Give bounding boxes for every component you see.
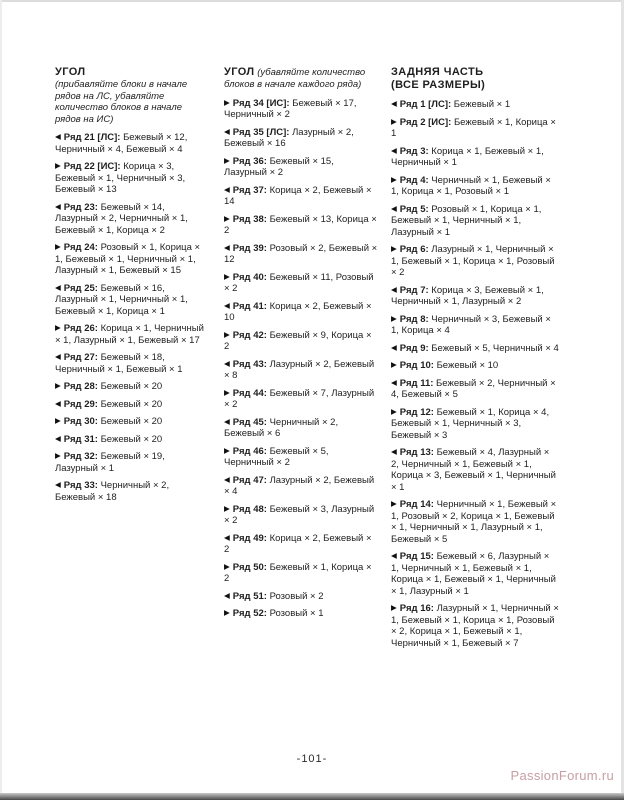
pattern-row bbox=[55, 450, 208, 474]
row-colors: Бежевый × 20 bbox=[97, 381, 163, 392]
row-colors: Корица × 2, Бежевый × 14 bbox=[224, 184, 372, 207]
pattern-row bbox=[391, 359, 559, 372]
row-label: Ряд 30: bbox=[63, 416, 98, 427]
pattern-row bbox=[55, 398, 208, 411]
row-colors: Розовый × 1 bbox=[266, 608, 324, 619]
pattern-row bbox=[391, 406, 559, 442]
triangle-right-icon: ▶ bbox=[391, 499, 397, 508]
triangle-left-icon: ◀ bbox=[224, 416, 230, 426]
triangle-right-icon: ▶ bbox=[55, 323, 61, 332]
row-colors: Бежевый × 10 bbox=[433, 360, 499, 371]
pattern-row bbox=[224, 561, 378, 585]
row-colors: Бежевый × 20 bbox=[97, 416, 163, 427]
triangle-left-icon: ◀ bbox=[391, 284, 397, 294]
row-label: Ряд 39: bbox=[232, 242, 267, 254]
row-label: Ряд 47: bbox=[232, 474, 267, 486]
row-label: Ряд 35 [ЛС]: bbox=[232, 126, 290, 138]
pattern-row bbox=[391, 377, 559, 401]
triangle-left-icon: ◀ bbox=[224, 474, 230, 484]
section-heading: УГОЛ bbox=[224, 66, 255, 78]
row-colors: Черничный × 2, Бежевый × 18 bbox=[55, 480, 170, 503]
row-colors: Бежевый × 20 bbox=[97, 398, 163, 410]
row-colors: Бежевый × 1, Корица × 2 bbox=[224, 561, 372, 584]
row-label: Ряд 25: bbox=[63, 282, 98, 294]
triangle-left-icon: ◀ bbox=[224, 590, 230, 600]
row-colors: Бежевый × 18, Черничный × 1, Бежевый × 1 bbox=[55, 352, 183, 375]
row-colors: Корица × 3, Бежевый × 1, Черничный × 3, Бежевый × 13 bbox=[55, 161, 186, 195]
column-corner-decrease-all bbox=[224, 66, 378, 620]
triangle-right-icon: ▶ bbox=[391, 244, 397, 253]
row-label: Ряд 33: bbox=[63, 480, 98, 491]
pattern-row bbox=[55, 322, 208, 346]
row-label: Ряд 32: bbox=[63, 451, 98, 462]
row-colors: Бежевый × 16, Лазурный × 1, Черничный × 1, Бежевый × 1, Корица × 1 bbox=[55, 282, 188, 317]
pattern-row bbox=[55, 282, 208, 318]
row-label: Ряд 11: bbox=[399, 377, 434, 389]
row-label: Ряд 26: bbox=[63, 323, 98, 334]
pattern-row bbox=[224, 97, 378, 121]
watermark: PassionForum.ru bbox=[510, 768, 614, 783]
pattern-row bbox=[55, 201, 208, 237]
triangle-left-icon: ◀ bbox=[391, 377, 397, 387]
row-label: Ряд 52: bbox=[232, 608, 267, 619]
row-colors: Лазурный × 1, Черничный × 1, Бежевый × 1, Корица × 1, Розовый × 2 bbox=[391, 244, 555, 278]
row-colors: Розовый × 1, Корица × 1, Бежевый × 1, Черничный × 1, Лазурный × 1 bbox=[391, 203, 542, 238]
row-colors: Розовый × 1, Корица × 1, Бежевый × 1, Черничный × 1, Лазурный × 1, Бежевый × 15 bbox=[55, 242, 201, 276]
row-label: Ряд 23: bbox=[63, 201, 98, 213]
pattern-row bbox=[224, 532, 378, 556]
row-list bbox=[55, 131, 208, 503]
pattern-row bbox=[391, 203, 559, 239]
triangle-left-icon: ◀ bbox=[391, 203, 397, 213]
pattern-row bbox=[55, 131, 208, 155]
triangle-right-icon: ▶ bbox=[391, 116, 397, 126]
row-label: Ряд 44: bbox=[232, 387, 267, 399]
row-label: Ряд 50: bbox=[232, 561, 267, 573]
pattern-row bbox=[391, 174, 559, 198]
row-colors: Бежевый × 12, Черничный × 4, Бежевый × 4 bbox=[55, 132, 188, 155]
triangle-left-icon: ◀ bbox=[55, 132, 61, 141]
triangle-left-icon: ◀ bbox=[55, 352, 61, 361]
scan-edge-left bbox=[0, 0, 2, 800]
row-list bbox=[391, 98, 559, 649]
row-label: Ряд 4: bbox=[399, 174, 429, 186]
pattern-row bbox=[55, 415, 208, 428]
pattern-row bbox=[391, 446, 559, 493]
row-label: Ряд 6: bbox=[399, 244, 429, 255]
triangle-right-icon: ▶ bbox=[224, 561, 230, 571]
triangle-left-icon: ◀ bbox=[391, 145, 397, 155]
row-colors: Бежевый × 4, Лазурный × 2, Черничный × 1, Бежевый × 1, Корица × 3, Бежевый × 1, Черничный × 1 bbox=[391, 447, 556, 493]
row-colors: Бежевый × 6, Лазурный × 1, Черничный × 1, Бежевый × 1, Корица × 1, Бежевый × 1, Черничный × 1, Лазурный × 1 bbox=[391, 551, 556, 597]
triangle-left-icon: ◀ bbox=[391, 551, 397, 560]
triangle-right-icon: ▶ bbox=[224, 155, 230, 165]
triangle-right-icon: ▶ bbox=[224, 608, 230, 617]
row-label: Ряд 34 [ИС]: bbox=[232, 97, 290, 109]
triangle-left-icon: ◀ bbox=[224, 532, 230, 542]
pattern-row bbox=[224, 358, 378, 382]
pattern-row bbox=[224, 445, 378, 469]
pattern-row bbox=[224, 329, 378, 353]
row-colors: Бежевый × 1, Корица × 1 bbox=[391, 116, 556, 139]
triangle-right-icon: ▶ bbox=[391, 603, 397, 612]
pattern-row bbox=[224, 503, 378, 527]
row-colors: Бежевый × 17, Черничный × 2 bbox=[224, 97, 357, 120]
row-colors: Корица × 1, Бежевый × 1, Черничный × 1 bbox=[391, 145, 544, 168]
triangle-left-icon: ◀ bbox=[224, 242, 230, 252]
row-label: Ряд 45: bbox=[232, 416, 267, 428]
triangle-left-icon: ◀ bbox=[55, 201, 61, 211]
row-label: Ряд 46: bbox=[232, 445, 267, 457]
row-label: Ряд 10: bbox=[399, 360, 434, 371]
section-header bbox=[224, 66, 378, 91]
row-label: Ряд 15: bbox=[399, 551, 434, 562]
row-label: Ряд 48: bbox=[232, 503, 267, 515]
column-back-part bbox=[391, 66, 559, 649]
pattern-row bbox=[391, 313, 559, 337]
row-colors: Бежевый × 9, Корица × 2 bbox=[224, 329, 372, 352]
row-label: Ряд 43: bbox=[232, 358, 267, 370]
pattern-row bbox=[224, 474, 378, 498]
row-colors: Бежевый × 13, Корица × 2 bbox=[224, 213, 377, 236]
triangle-right-icon: ▶ bbox=[224, 445, 230, 455]
pattern-row bbox=[391, 243, 559, 279]
triangle-right-icon: ▶ bbox=[224, 271, 230, 281]
triangle-left-icon: ◀ bbox=[224, 358, 230, 368]
pattern-row bbox=[391, 550, 559, 597]
row-colors: Черничный × 3, Бежевый × 1, Корица × 4 bbox=[391, 313, 551, 336]
row-colors: Бежевый × 14, Лазурный × 2, Черничный × 1, Бежевый × 1, Корица × 2 bbox=[55, 201, 188, 236]
pattern-row bbox=[391, 602, 559, 649]
triangle-left-icon: ◀ bbox=[224, 184, 230, 194]
row-label: Ряд 16: bbox=[399, 603, 434, 614]
row-list bbox=[224, 97, 378, 620]
row-label: Ряд 37: bbox=[232, 184, 267, 196]
pattern-row bbox=[224, 213, 378, 237]
row-colors: Черничный × 1, Бежевый × 1, Розовый × 2, Корица × 1, Бежевый × 1, Черничный × 1, Лазурный × 1, Бежевый × 5 bbox=[391, 499, 557, 545]
row-colors: Корица × 1, Черничный × 1, Лазурный × 1, Бежевый × 17 bbox=[55, 323, 204, 346]
pattern-row bbox=[224, 271, 378, 295]
row-colors: Лазурный × 2, Бежевый × 4 bbox=[224, 474, 375, 497]
triangle-left-icon: ◀ bbox=[224, 126, 230, 136]
row-colors: Бежевый × 11, Розовый × 2 bbox=[224, 271, 374, 294]
scan-edge-top bbox=[0, 0, 624, 2]
triangle-left-icon: ◀ bbox=[55, 433, 61, 443]
pattern-row bbox=[224, 126, 378, 150]
scan-edge-bottom bbox=[0, 793, 624, 800]
row-colors: Корица × 2, Бежевый × 10 bbox=[224, 300, 372, 323]
row-label: Ряд 3: bbox=[399, 145, 429, 157]
pattern-row bbox=[224, 416, 378, 440]
pattern-row bbox=[391, 284, 559, 308]
row-label: Ряд 51: bbox=[232, 590, 267, 602]
triangle-right-icon: ▶ bbox=[55, 451, 61, 460]
row-label: Ряд 12: bbox=[399, 406, 434, 418]
row-label: Ряд 38: bbox=[232, 213, 267, 225]
page-number: -101- bbox=[296, 753, 328, 765]
row-label: Ряд 27: bbox=[63, 352, 98, 363]
row-colors: Бежевый × 19, Лазурный × 1 bbox=[55, 451, 165, 474]
pattern-row bbox=[224, 242, 378, 266]
row-label: Ряд 36: bbox=[232, 155, 267, 167]
row-colors: Черничный × 1, Бежевый × 1, Корица × 1, Розовый × 1 bbox=[391, 174, 551, 197]
row-label: Ряд 7: bbox=[399, 284, 429, 296]
row-label: Ряд 21 [ЛС]: bbox=[63, 132, 121, 143]
row-colors: Бежевый × 5, Черничный × 4 bbox=[428, 342, 559, 354]
section-subheading: (ВСЕ РАЗМЕРЫ) bbox=[391, 79, 486, 91]
pattern-row bbox=[224, 155, 378, 179]
pattern-row bbox=[224, 387, 378, 411]
row-colors: Бежевый × 2, Черничный × 4, Бежевый × 5 bbox=[391, 377, 556, 400]
pattern-row bbox=[391, 116, 559, 140]
row-colors: Бежевый × 15, Лазурный × 2 bbox=[224, 155, 334, 178]
row-colors: Лазурный × 1, Черничный × 1, Бежевый × 1, Корица × 1, Розовый × 2, Корица × 1, Бежевый × 1, Черничный × 1, Бежевый × 7 bbox=[391, 603, 559, 649]
row-label: Ряд 40: bbox=[232, 271, 267, 283]
row-label: Ряд 24: bbox=[63, 242, 98, 253]
pattern-row bbox=[55, 160, 208, 196]
row-label: Ряд 1 [ЛС]: bbox=[399, 99, 452, 110]
triangle-right-icon: ▶ bbox=[391, 174, 397, 184]
row-label: Ряд 14: bbox=[399, 499, 434, 510]
triangle-right-icon: ▶ bbox=[391, 313, 397, 323]
triangle-left-icon: ◀ bbox=[391, 342, 397, 352]
pattern-row bbox=[224, 300, 378, 324]
triangle-right-icon: ▶ bbox=[224, 213, 230, 223]
column-corner-decrease-ls bbox=[55, 66, 208, 503]
row-colors: Бежевый × 5, Черничный × 2 bbox=[224, 445, 329, 468]
triangle-right-icon: ▶ bbox=[55, 381, 61, 390]
pattern-row bbox=[391, 342, 559, 355]
row-label: Ряд 41: bbox=[232, 300, 267, 312]
section-note: (прибавляйте блоки в начале рядов на ЛС, убавляйте количество блоков в начале рядов на ИС) bbox=[55, 79, 188, 125]
triangle-right-icon: ▶ bbox=[224, 97, 230, 107]
row-label: Ряд 28: bbox=[63, 381, 98, 392]
row-colors: Черничный × 2, Бежевый × 6 bbox=[224, 416, 339, 439]
row-label: Ряд 2 [ИС]: bbox=[399, 116, 452, 128]
row-colors: Бежевый × 1 bbox=[451, 99, 511, 110]
pattern-row bbox=[224, 184, 378, 208]
triangle-left-icon: ◀ bbox=[391, 99, 397, 108]
row-colors: Розовый × 2 bbox=[266, 590, 324, 602]
pattern-row bbox=[391, 145, 559, 169]
row-label: Ряд 5: bbox=[399, 203, 429, 215]
row-label: Ряд 13: bbox=[399, 447, 434, 458]
triangle-right-icon: ▶ bbox=[224, 387, 230, 397]
row-label: Ряд 31: bbox=[63, 433, 98, 445]
triangle-right-icon: ▶ bbox=[55, 416, 61, 425]
section-heading: УГОЛ bbox=[55, 66, 86, 78]
row-colors: Бежевый × 3, Лазурный × 2 bbox=[224, 503, 375, 526]
row-label: Ряд 9: bbox=[399, 342, 429, 354]
triangle-right-icon: ▶ bbox=[224, 329, 230, 339]
section-heading: ЗАДНЯЯ ЧАСТЬ bbox=[391, 66, 484, 78]
triangle-left-icon: ◀ bbox=[55, 398, 61, 408]
section-note: (убавляйте количество блоков в начале каждого ряда) bbox=[224, 67, 366, 90]
triangle-left-icon: ◀ bbox=[55, 480, 61, 489]
row-colors: Лазурный × 2, Бежевый × 8 bbox=[224, 358, 375, 381]
row-colors: Бежевый × 7, Лазурный × 2 bbox=[224, 387, 375, 410]
pattern-row bbox=[55, 433, 208, 446]
row-colors: Розовый × 2, Бежевый × 12 bbox=[224, 242, 378, 265]
triangle-left-icon: ◀ bbox=[55, 282, 61, 292]
row-colors: Корица × 2, Бежевый × 2 bbox=[224, 532, 372, 555]
triangle-left-icon: ◀ bbox=[391, 447, 397, 456]
triangle-right-icon: ▶ bbox=[224, 503, 230, 513]
row-label: Ряд 42: bbox=[232, 329, 267, 341]
triangle-left-icon: ◀ bbox=[224, 300, 230, 310]
row-label: Ряд 22 [ИС]: bbox=[63, 161, 121, 172]
pattern-row bbox=[224, 590, 378, 603]
row-colors: Корица × 3, Бежевый × 1, Черничный × 1, Лазурный × 2 bbox=[391, 284, 544, 307]
row-colors: Лазурный × 2, Бежевый × 16 bbox=[224, 126, 354, 149]
pattern-row bbox=[391, 98, 559, 111]
pattern-row bbox=[55, 351, 208, 375]
triangle-right-icon: ▶ bbox=[391, 360, 397, 369]
row-label: Ряд 29: bbox=[63, 398, 98, 410]
pattern-row bbox=[224, 607, 378, 620]
pattern-row bbox=[55, 479, 208, 503]
row-colors: Бежевый × 1, Корица × 4, Бежевый × 1, Черничный × 3, Бежевый × 3 bbox=[391, 406, 550, 441]
row-colors: Бежевый × 20 bbox=[97, 433, 163, 445]
triangle-right-icon: ▶ bbox=[391, 406, 397, 416]
row-label: Ряд 49: bbox=[232, 532, 267, 544]
pattern-row bbox=[55, 241, 208, 277]
pattern-row bbox=[391, 498, 559, 545]
triangle-right-icon: ▶ bbox=[55, 242, 61, 251]
pattern-row bbox=[55, 380, 208, 393]
triangle-right-icon: ▶ bbox=[55, 161, 61, 170]
row-label: Ряд 8: bbox=[399, 313, 429, 325]
